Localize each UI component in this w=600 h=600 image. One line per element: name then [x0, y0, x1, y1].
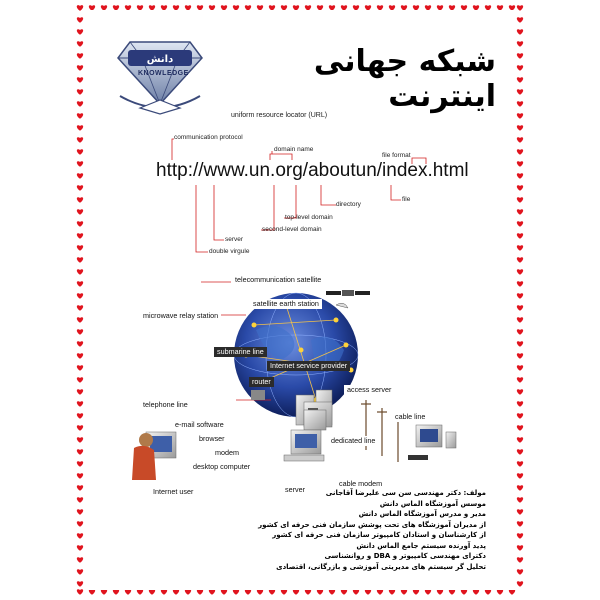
heart-icon	[77, 437, 83, 443]
heart-icon	[517, 5, 523, 11]
heart-icon	[517, 317, 523, 323]
heart-icon	[89, 589, 95, 595]
heart-icon	[77, 233, 83, 239]
heart-icon	[77, 53, 83, 59]
heart-icon	[517, 137, 523, 143]
heart-icon	[77, 305, 83, 311]
heart-icon	[77, 161, 83, 167]
heart-icon	[413, 589, 419, 595]
credit-line: مولف: دکتر مهندسی سن سی علیرضا آقاجانی	[325, 489, 486, 497]
heart-icon	[517, 113, 523, 119]
heart-icon	[401, 589, 407, 595]
heart-icon	[77, 461, 83, 467]
heart-icon	[113, 589, 119, 595]
heart-icon	[517, 221, 523, 227]
heart-icon	[437, 589, 443, 595]
heart-icon	[77, 137, 83, 143]
heart-icon	[517, 557, 523, 563]
label-email-software: e-mail software	[172, 420, 227, 430]
label-top-level-domain: top-level domain	[285, 214, 333, 221]
heart-icon	[197, 589, 203, 595]
satellite-icon	[326, 290, 370, 296]
heart-icon	[517, 401, 523, 407]
credit-line: موسس آموزشگاه الماس دانش	[379, 499, 486, 508]
heart-icon	[389, 589, 395, 595]
heart-icon	[517, 533, 523, 539]
heart-icon	[221, 589, 227, 595]
credit-line: تحلیل گر سیستم های مدیریتی آموزشی و بازرگانی، اقتصادی	[276, 562, 486, 571]
credit-line: از مدیران آموزشگاه های تحت پوشش سازمان فنی حرفه ای کشور	[258, 520, 486, 529]
url-caption: uniform resource locator (URL)	[231, 112, 328, 119]
heart-icon	[77, 29, 83, 35]
heart-icon	[77, 521, 83, 527]
heart-icon	[517, 125, 523, 131]
heart-icon	[377, 589, 383, 595]
heart-icon	[77, 173, 83, 179]
heart-icon	[77, 245, 83, 251]
heart-icon	[517, 449, 523, 455]
label-file-format: file format	[382, 152, 411, 159]
heart-icon	[517, 173, 523, 179]
label-server: server	[282, 485, 308, 495]
heart-icon	[77, 449, 83, 455]
heart-icon	[341, 589, 347, 595]
heart-icon	[77, 425, 83, 431]
heart-icon	[161, 589, 167, 595]
label-communication-protocol: communication protocol	[174, 134, 243, 141]
heart-icon	[517, 53, 523, 59]
label-microwave-relay-station: microwave relay station	[140, 311, 221, 321]
heart-icon	[185, 589, 191, 595]
label-internet-user: Internet user	[150, 487, 196, 497]
network-illustration	[86, 260, 516, 490]
heart-icon	[77, 221, 83, 227]
poster-page	[86, 10, 516, 590]
heart-icon	[517, 293, 523, 299]
heart-icon	[509, 589, 515, 595]
page-title: شبکه جهانی اینترنت	[313, 44, 496, 114]
heart-icon	[281, 589, 287, 595]
heart-icon	[77, 365, 83, 371]
heart-icon	[517, 365, 523, 371]
author-credits	[206, 488, 486, 572]
heart-icon	[425, 589, 431, 595]
heart-icon	[517, 233, 523, 239]
credit-line: مدیر و مدرس آموزشگاه الماس دانش	[358, 510, 486, 518]
heart-icon	[77, 269, 83, 275]
heart-icon	[77, 413, 83, 419]
label-cable-modem: cable modem	[336, 479, 385, 489]
heart-icon	[517, 413, 523, 419]
label-browser: browser	[196, 434, 228, 444]
heart-icon	[517, 389, 523, 395]
heart-icon	[517, 209, 523, 215]
heart-icon	[517, 17, 523, 23]
heart-icon	[77, 257, 83, 263]
heart-icon	[77, 41, 83, 47]
label-submarine-line: submarine line	[214, 347, 267, 357]
label-domain-name: domain name	[274, 146, 314, 153]
heart-icon	[485, 589, 491, 595]
heart-icon	[473, 589, 479, 595]
heart-icon	[269, 589, 275, 595]
heart-icon	[77, 89, 83, 95]
url-text: http://www.un.org/aboutun/index.html	[156, 160, 469, 181]
heart-icon	[77, 485, 83, 491]
label-second-level-domain: second-level domain	[262, 226, 322, 233]
label-modem: modem	[212, 448, 242, 458]
heart-icon	[77, 329, 83, 335]
heart-icon	[317, 589, 323, 595]
heart-icon	[77, 589, 83, 595]
heart-icon	[293, 589, 299, 595]
heart-icon	[517, 257, 523, 263]
heart-icon	[101, 589, 107, 595]
heart-icon	[517, 353, 523, 359]
heart-icon	[77, 149, 83, 155]
router-icon	[251, 390, 265, 400]
heart-icon	[77, 281, 83, 287]
heart-icon	[517, 437, 523, 443]
heart-icon	[517, 41, 523, 47]
svg-text:دانش: دانش	[146, 54, 174, 65]
heart-icon	[517, 329, 523, 335]
label-directory: directory	[336, 201, 361, 208]
heart-icon	[517, 161, 523, 167]
label-access-server: access server	[344, 385, 394, 395]
heart-icon	[517, 485, 523, 491]
heart-icon	[233, 589, 239, 595]
heart-icon	[77, 473, 83, 479]
heart-icon	[517, 341, 523, 347]
logo	[110, 24, 210, 119]
heart-icon	[517, 305, 523, 311]
heart-icon	[517, 521, 523, 527]
heart-icon	[497, 589, 503, 595]
server-computer-icon	[284, 430, 324, 461]
heart-icon	[77, 557, 83, 563]
heart-icon	[517, 197, 523, 203]
heart-icon	[517, 581, 523, 587]
heart-icon	[517, 497, 523, 503]
heart-icon	[517, 65, 523, 71]
heart-icon	[517, 569, 523, 575]
heart-icon	[77, 113, 83, 119]
heart-icon	[517, 269, 523, 275]
heart-icon	[517, 425, 523, 431]
heart-icon	[257, 589, 263, 595]
label-telephone-line: telephone line	[140, 400, 191, 410]
heart-icon	[517, 101, 523, 107]
heart-icon	[353, 589, 359, 595]
label-server: server	[225, 236, 244, 243]
label-router: router	[249, 377, 274, 387]
credit-line: دکترای مهندسی کامپیوتر و DBA و روانشناسی	[324, 552, 486, 560]
heart-icon	[329, 589, 335, 595]
heart-icon	[517, 149, 523, 155]
heart-icon	[77, 77, 83, 83]
heart-icon	[77, 317, 83, 323]
label-cable-line: cable line	[392, 412, 428, 422]
heart-icon	[173, 589, 179, 595]
satellite-dish-icon	[336, 303, 348, 308]
heart-icon	[449, 589, 455, 595]
label-dedicated-line: dedicated line	[328, 436, 378, 446]
heart-icon	[77, 569, 83, 575]
internet-user-icon	[132, 432, 176, 480]
heart-icon	[517, 29, 523, 35]
heart-icon	[517, 245, 523, 251]
heart-icon	[149, 589, 155, 595]
heart-icon	[77, 5, 83, 11]
heart-icon	[517, 281, 523, 287]
cable-computer-icon	[408, 425, 456, 460]
heart-icon	[77, 101, 83, 107]
heart-icon	[125, 589, 131, 595]
heart-icon	[209, 589, 215, 595]
heart-icon	[517, 509, 523, 515]
heart-icon	[77, 17, 83, 23]
label-internet-service-provider: Internet service provider	[267, 361, 350, 371]
heart-icon	[517, 545, 523, 551]
heart-icon	[77, 125, 83, 131]
logo-text: KNOWLEDGE	[138, 70, 189, 77]
label-double-virgule: double virgule	[209, 248, 250, 255]
heart-icon	[77, 377, 83, 383]
heart-icon	[245, 589, 251, 595]
label-telecommunication-satellite: telecommunication satellite	[232, 275, 324, 285]
heart-icon	[77, 341, 83, 347]
heart-icon	[517, 461, 523, 467]
heart-icon	[77, 197, 83, 203]
heart-icon	[77, 581, 83, 587]
heart-icon	[77, 497, 83, 503]
label-satellite-earth-station: satellite earth station	[250, 299, 322, 309]
heart-icon	[77, 545, 83, 551]
heart-icon	[77, 185, 83, 191]
heart-icon	[517, 473, 523, 479]
heart-icon	[365, 589, 371, 595]
heart-icon	[517, 77, 523, 83]
label-desktop-computer: desktop computer	[190, 462, 253, 472]
heart-icon	[77, 65, 83, 71]
label-file: file	[402, 196, 411, 203]
telephone-pole-icon	[361, 400, 403, 462]
heart-icon	[77, 293, 83, 299]
heart-icon	[77, 509, 83, 515]
heart-icon	[77, 533, 83, 539]
heart-icon	[305, 589, 311, 595]
heart-icon	[77, 401, 83, 407]
heart-icon	[77, 353, 83, 359]
heart-icon	[517, 89, 523, 95]
heart-icon	[461, 589, 467, 595]
heart-icon	[137, 589, 143, 595]
heart-icon	[517, 185, 523, 191]
credit-line: از کارشناسان و استادان کامپیوتر سازمان فنی حرفه ای کشور	[272, 531, 486, 539]
heart-icon	[77, 389, 83, 395]
heart-icon	[77, 209, 83, 215]
credit-line: پدید آورنده سیستم جامع الماس دانش	[356, 541, 486, 550]
heart-icon	[517, 377, 523, 383]
dedicated-server-icon	[304, 410, 326, 430]
